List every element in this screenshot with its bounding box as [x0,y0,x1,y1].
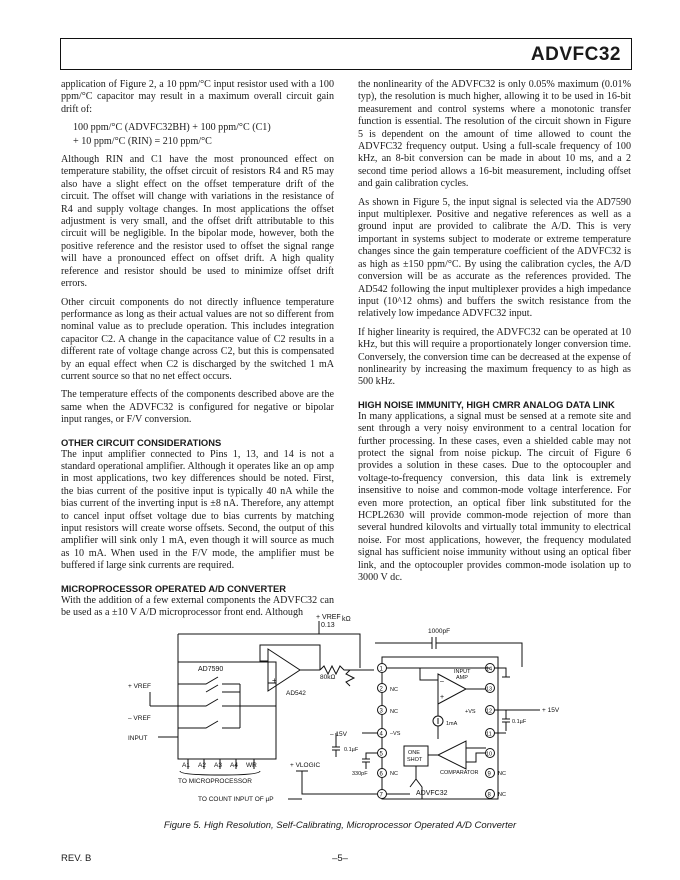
pin-12: 12 [486,708,493,715]
vs-pos-label: +VS [465,709,476,715]
paragraph: The temperature effects of the components described above are the same when the ADVFC32 is configured for negative or bipolar input ranges, or F/V conversion. [61,389,334,426]
section-heading: MICROPROCESSOR OPERATED A/D CONVERTER [61,582,287,594]
page-title: ADVFC32 [530,44,621,65]
vref-res-label: 0.13 [321,622,335,629]
one-shot-label-1: ONE [408,750,420,756]
to-micro-label: TO MICROPROCESSOR [178,778,252,785]
section-heading: HIGH NOISE IMMUNITY, HIGH CMRR ANALOG DATA LINK [358,398,615,410]
pin-13: 13 [486,686,493,693]
paragraph: With the addition of a few external components the ADVFC32 can be used as a ±10 V A/D microprocessor front end. Although [61,594,334,619]
vref-unit-label: kΩ [342,616,351,623]
addr-a1: A1 [182,762,190,769]
pin-8: 8 [487,792,491,799]
mux-box [178,662,276,759]
nc-3: NC [390,709,398,715]
pin-9: 9 [487,771,491,778]
pin-3: 3 [379,708,383,715]
equation-line: + 10 ppm/°C (RIN) = 210 ppm/°C [73,135,212,147]
cap-330-label: 330pF [352,771,368,777]
cap-1000-label: 1000pF [428,628,451,635]
pin-6: 6 [379,771,383,778]
res-80k-label: 80kΩ [320,674,336,681]
comparator-label: COMPARATOR [440,770,479,776]
svg-text:–: – [272,657,277,666]
addr-wr: WR [246,762,257,769]
equation-line: 100 ppm/°C (ADVFC32BH) + 100 ppm/°C (C1) [73,122,271,134]
addr-a4: A4 [230,762,238,769]
paragraph: the nonlinearity of the ADVFC32 is only 0.05% maximum (0.01% typ), the resolution is much higher, allowing it to be used in 16-bit measurement and control systems where a monotonic transfer function is essential. The resolution of the circuit shown in Figure 5 is dependent on the amount of time allowed to count the ADVFC32 frequency output. Using a full-scale frequency of 100 kHz, an 8-bit conversion can be made in about 10 ms, and a 2 second time period allows a 16-bit measurement, including offset and gain calibration cycles. [358,79,631,190]
pin-4: 4 [379,731,383,738]
pin-5: 5 [379,751,383,758]
right-column [358,79,631,590]
figure-caption: Figure 5. High Resolution, Self-Calibrating, Microprocessor Operated A/D Converter [163,820,517,831]
cap-01b-label: 0.1µF [512,719,527,725]
neg15-label: – 15V [330,731,347,738]
pin-11: 11 [486,731,492,738]
vs-neg-label: –VS [390,731,401,737]
input-amp-label-2: AMP [456,675,468,681]
pos15-label: + 15V [542,707,560,714]
paragraph: As shown in Figure 5, the input signal is selected via the AD7590 input multiplexer. Positive and negative references as well as a ground input are provided to calibrate the A/D. This is very important in systems subject to moderate or extreme temperature changes since the gain temperature coefficient of the ADVFC32 is as high as ±150 ppm/°C. By using the calibration cycles, the A/D conversion will be as accurate as the references provided. The AD542 following the input multiplexer provides a high impedance input (10^12 ohms) and buffers the switch resistance from the relatively low impedance ADVFC32 input. [358,196,631,320]
paragraph: The input amplifier connected to Pins 1, 13, and 14 is not a standard operational amplifier. Although it operates like an op amp in most applications, two key differences should be noted. First, the bias current of the positive input is typically 40 nA while the bias current of the inverting input is ±8 nA. Therefore, any attempt to cancel input offset voltage due to bias currents by matching input resistors will create worse offsets. Second, the output of this amplifier will sink only 1 mA, even though it will source as much as 10 mA. When used in the F/V mode, the amplifier must be buffered if large sink currents are required. [61,448,334,572]
paragraph: If higher linearity is required, the ADVFC32 can be operated at 10 kHz, but this will require a proportionately longer conversion time. Conversely, the conversion time can be decreased at the expense of nonlinearity by increasing the maximum frequency to as high as 500 kHz. [358,326,631,388]
one-shot-box [404,746,428,766]
nc-8: NC [498,792,506,798]
pin-7: 7 [379,792,383,799]
header-box [60,38,632,70]
chip-label: ADVFC32 [416,790,448,797]
nc-2: NC [390,687,398,693]
current-source-label: 1mA [446,721,458,727]
vref-neg-label: – VREF [128,715,151,722]
pin-14: 14 [486,666,493,673]
section-heading: OTHER CIRCUIT CONSIDERATIONS [61,436,222,448]
circuit-diagram [120,609,578,809]
pin-10: 10 [486,751,493,758]
vlogic-label: + VLOGIC [290,762,321,769]
mux-label: AD7590 [198,666,224,673]
input-amp-label-1: INPUT [454,669,471,675]
to-count-label: TO COUNT INPUT OF µP [198,796,274,803]
vref-top-label: + VREF [316,614,341,621]
left-column [61,79,334,625]
paragraph: Although RIN and C1 have the most pronounced effect on temperature stability, the offset circuit of resistors R4 and R5 may also have a slight effect on the offset temperature drift of the circuit. The offset will change with variations in the resistance of R4 and supply voltage changes. In most applications the offset adjustment is very small, and the offset drift attributable to this circuit will be negligible. In the bipolar mode, however, both the positive reference and the resistor used to offset the signal range will have a pronounced effect on offset drift. A high quality reference and resistor should be used to minimize offset drift errors. [61,154,334,290]
svg-text:+: + [272,676,277,685]
nc-6: NC [390,771,398,777]
one-shot-label-2: SHOT [407,757,423,763]
addr-a3: A3 [214,762,222,769]
nc-9: NC [498,771,506,777]
buffer-label: AD542 [286,690,306,697]
svg-text:–: – [440,678,444,685]
paragraph: application of Figure 2, a 10 ppm/°C input resistor used with a 100 ppm/°C capacitor may result in a maximum overall circuit gain drift of: [61,79,334,115]
pin-1: 1 [379,666,383,673]
cap-01-label: 0.1µF [344,747,359,753]
revision-label: REV. B [61,853,92,864]
addr-a2: A2 [198,762,206,769]
vref-pos-label: + VREF [128,683,151,690]
pin-2: 2 [379,686,383,693]
input-label: INPUT [128,735,148,742]
page-number: –5– [332,853,348,864]
paragraph: Other circuit components do not directly influence temperature performance as long as their actual values are not so different from nominal value as to preclude operation. This includes integration capacitor C2. A change in the capacitance value of C2 results in a different rate of voltage change across C2, but this is compensated by an equal effect when C2 is discharged by the switched 1 mA current source so that no net effect occurs. [61,296,334,382]
paragraph: In many applications, a signal must be sensed at a remote site and sent through a very noisy environment to a central location for further processing. In these cases, even a shielded cable may not protect the signal from noise pickup. The circuit of Figure 6 provides a solution in these cases. Due to the optocoupler and voltage-to-frequency conversion, this data link is extremely insensitive to noise and common-mode voltage interference. For even more protection, an optical fiber link substituted for the HCPL2630 will provide common-mode rejection of more than several hundred kilovolts and virtually total immunity to electrical noise. For most applications, however, the frequency modulated signal has sufficient noise immunity without using an optical fiber link, and the optocoupler provides common-mode isolation up to 3000 V dc. [358,410,631,584]
svg-text:+: + [440,694,445,701]
